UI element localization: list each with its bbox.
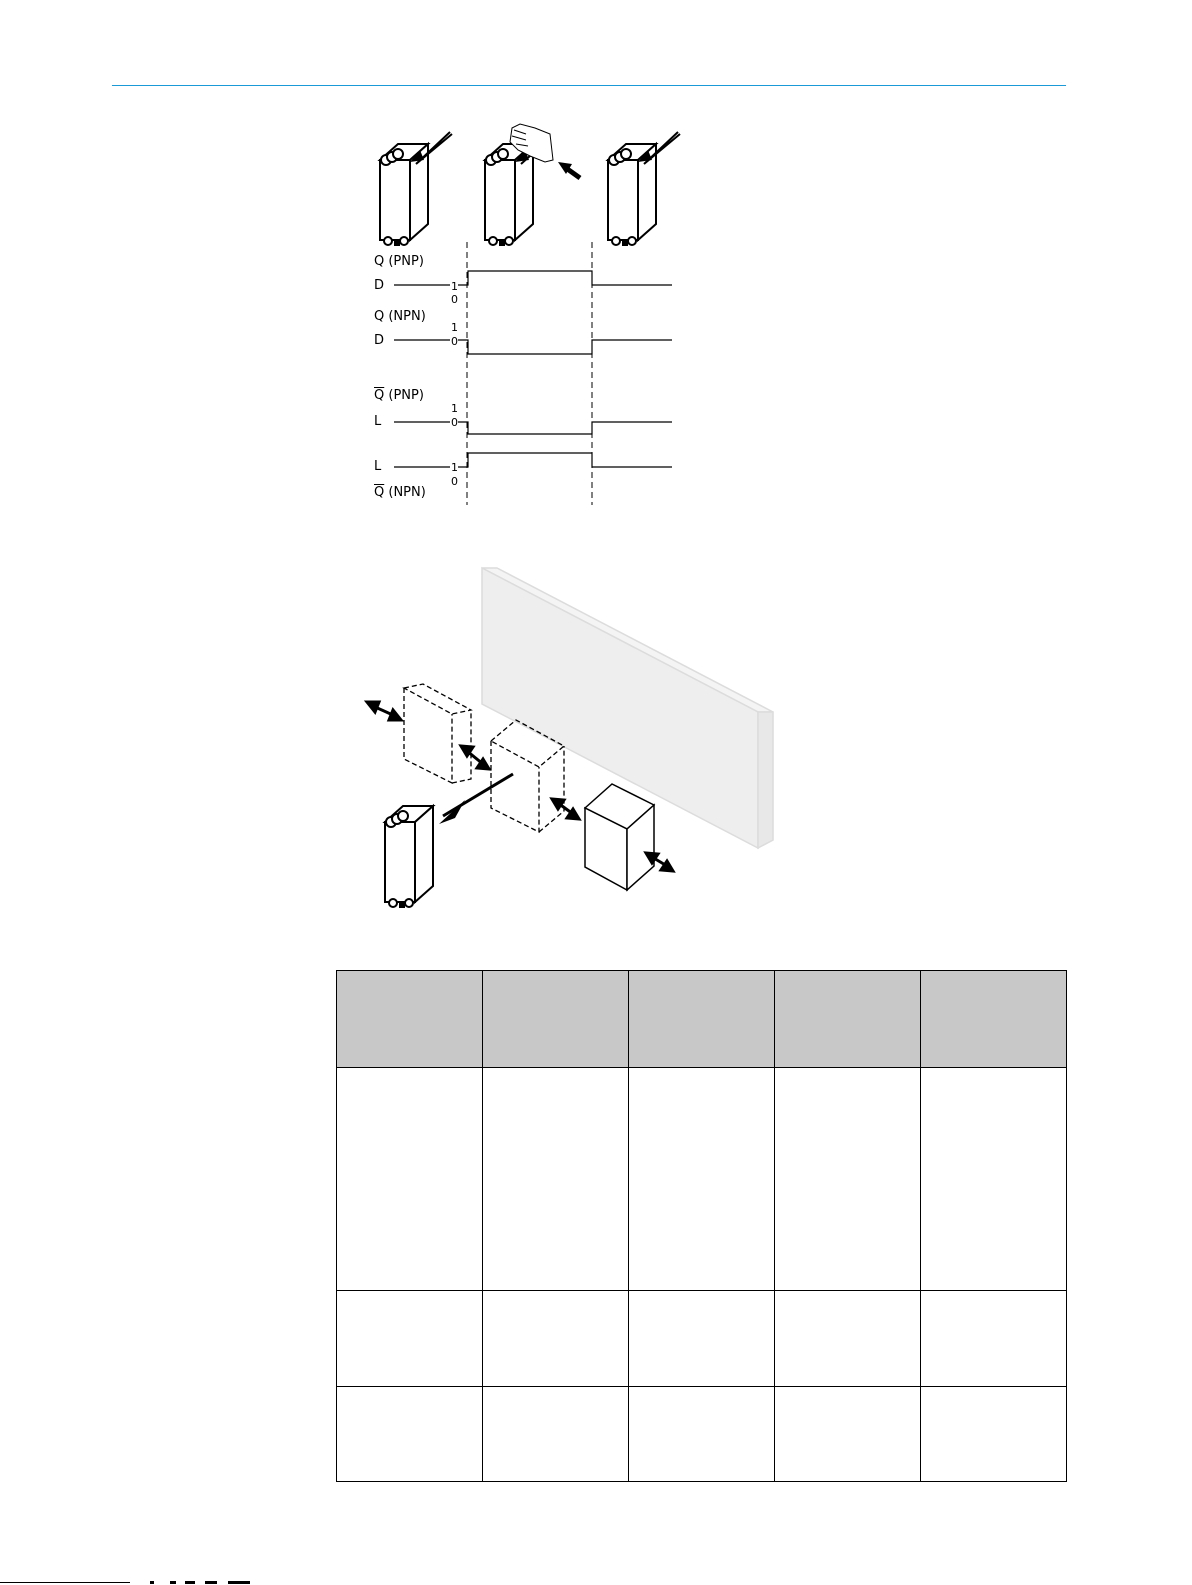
level-one-2: 1 (451, 321, 458, 334)
table-cell (483, 1068, 629, 1291)
solid-object (585, 784, 654, 890)
label-qbar-pnp-suffix: (PNP) (384, 388, 424, 403)
level-zero-3: 0 (451, 416, 458, 429)
table-header-row (337, 971, 1067, 1068)
label-qbar-npn (374, 485, 426, 500)
table-cell (921, 1068, 1067, 1291)
table-cell (483, 1387, 629, 1482)
table-cell (775, 1068, 921, 1291)
background-figure (355, 560, 795, 920)
label-qbar-pnp-q: $\overline{Q}$ (374, 388, 385, 403)
table-cell (483, 1291, 629, 1387)
level-one-3: 1 (451, 402, 458, 415)
level-one-4: 1 (451, 461, 458, 474)
label-d-1: D (374, 278, 385, 293)
signal-qbar-npn (394, 453, 672, 467)
label-qbar-npn-q: $\overline{Q}$ (374, 485, 385, 500)
level-one-1: 1 (451, 280, 458, 293)
spec-table (336, 970, 1067, 1482)
table-header-cell (629, 971, 775, 1068)
table-header-cell (337, 971, 483, 1068)
footer-marks (0, 1580, 260, 1585)
level-zero-2: 0 (451, 335, 458, 348)
sensor-1-icon (380, 132, 452, 246)
label-q-npn: Q (NPN) (374, 309, 426, 324)
table-cell (629, 1068, 775, 1291)
label-d-2: D (374, 333, 385, 348)
label-qbar-npn-suffix: (NPN) (384, 485, 426, 500)
label-q-pnp: Q (PNP) (374, 254, 424, 269)
table-cell (629, 1291, 775, 1387)
table-cell (337, 1068, 483, 1291)
signal-q-npn (394, 340, 672, 354)
table-row (337, 1068, 1067, 1291)
arrow-left-icon (558, 162, 580, 178)
table-cell (921, 1291, 1067, 1387)
header-rule (112, 85, 1066, 86)
table-header-cell (775, 971, 921, 1068)
table-row (337, 1387, 1067, 1482)
table-cell (775, 1387, 921, 1482)
label-l-2: L (374, 459, 382, 474)
sensor-2-icon (485, 144, 541, 246)
table-cell (629, 1387, 775, 1482)
level-zero-4: 0 (451, 475, 458, 488)
table-cell (775, 1291, 921, 1387)
dashed-object-1 (404, 684, 471, 783)
level-zero-1: 0 (451, 293, 458, 306)
table-cell (337, 1291, 483, 1387)
table-row (337, 1291, 1067, 1387)
table-header-cell (483, 971, 629, 1068)
sensor-icon (385, 806, 433, 908)
signal-qbar-pnp (394, 422, 672, 434)
table-cell (337, 1387, 483, 1482)
table-cell (921, 1387, 1067, 1482)
label-qbar-pnp (374, 388, 424, 403)
label-l-1: L (374, 414, 382, 429)
sensor-3-icon (608, 132, 680, 246)
table-header-cell (921, 971, 1067, 1068)
signal-q-pnp (394, 271, 672, 285)
